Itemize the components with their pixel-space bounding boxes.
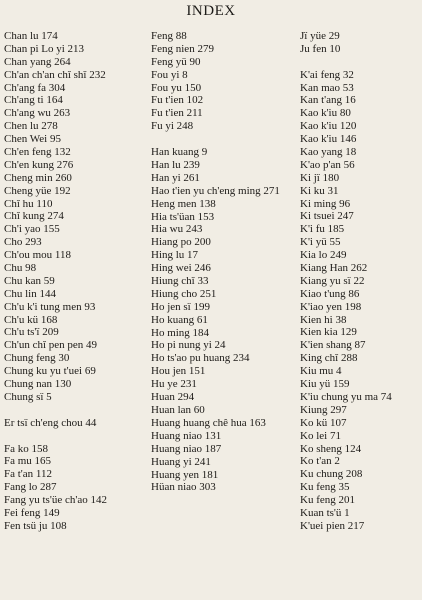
index-entry: Jï yüe 29: [300, 30, 340, 42]
index-entry: Chen lu 278: [4, 120, 58, 133]
index-entry: Ch'u ts'ï 209: [4, 326, 59, 339]
index-entry: Kan t'ang 16: [300, 94, 356, 107]
index-entry: Ch'en kung 276: [4, 158, 74, 171]
index-entry: Han lu 239: [151, 158, 200, 171]
index-entry: Ho ts'ao pu huang 234: [151, 352, 250, 365]
index-entry: Chu 98: [4, 262, 37, 275]
index-entry: Heng men 138: [151, 197, 216, 210]
index-entry: Feng nien 279: [151, 42, 214, 55]
index-entry: Huang niao 131: [151, 429, 222, 442]
index-entry: Fa ko 158: [4, 442, 48, 455]
index-entry: K'iu chung yu ma 74: [300, 390, 392, 403]
index-entry: Ku feng 35: [300, 481, 350, 494]
index-entry: Kien kia 129: [300, 326, 357, 339]
index-entry: Ki jï 180: [300, 171, 340, 184]
index-column-1: [4, 30, 144, 533]
index-entry: Hou jen 151: [151, 365, 206, 378]
index-entry: Chu kan 59: [4, 274, 55, 287]
index-entry: Hu ye 231: [151, 378, 197, 391]
index-entry: Ho ming 184: [151, 326, 210, 339]
index-entry: Ki ming 96: [300, 197, 351, 210]
index-entry: Ki tsuei 247: [300, 210, 354, 223]
index-entry: Fen tsü ju 108: [4, 519, 67, 532]
index-entry: Kan mao 53: [300, 81, 354, 94]
index-entry: Ch'ou mou 118: [4, 249, 71, 262]
index-entry: Ko lei 71: [300, 429, 341, 442]
index-entry: Fou yi 8: [151, 68, 188, 81]
index-entry: Kia lo 249: [300, 249, 347, 262]
index-entry: Huang huang chê hua 163: [151, 416, 266, 429]
index-entry: Feng yü 90: [151, 55, 201, 68]
index-entry: Kiu yü 159: [300, 378, 350, 391]
index-entry: Hiung chĭ 33: [151, 275, 209, 288]
index-entry: Chung sï 5: [4, 390, 52, 403]
index-entry: K'uei pien 217: [300, 519, 365, 532]
index-entry: Hing lu 17: [151, 249, 199, 262]
index-entry: Hia ts'üan 153: [151, 210, 215, 223]
section-gap: [4, 430, 144, 443]
index-entry: Ju fen 10: [300, 42, 341, 55]
index-entry: Ch'i yao 155: [4, 223, 60, 236]
index-entry: Hao t'ien yu ch'eng ming 271: [151, 184, 280, 197]
index-entry: Hiung cho 251: [151, 287, 217, 300]
index-entry: Kien hi 38: [300, 313, 347, 326]
index-entry: Kao k'iu 80: [300, 107, 351, 120]
index-entry: Hia wu 243: [151, 223, 203, 236]
index-entry: Ch'un chĭ pen pen 49: [4, 339, 98, 352]
index-entry: K'ao p'an 56: [300, 158, 355, 171]
index-entry: Fang yu ts'üe ch'ao 142: [4, 494, 107, 507]
index-entry: Huan 294: [151, 391, 195, 404]
index-entry: Ch'ang wu 263: [4, 107, 71, 120]
index-entry: Fei feng 149: [4, 506, 60, 519]
index-column-2: [151, 30, 299, 494]
index-entry: Kiao t'ung 86: [300, 287, 360, 300]
index-entry: Kiang Han 262: [300, 262, 368, 275]
index-entry: K'ien shang 87: [300, 339, 366, 352]
index-entry: Fou yu 150: [151, 81, 202, 94]
index-entry: Huang niao 187: [151, 442, 222, 455]
index-entry: Fang lo 287: [4, 481, 57, 494]
index-entry: Chen Wei 95: [4, 133, 61, 146]
index-entry: Chan lu 174: [4, 30, 58, 42]
index-entry: K'iao yen 198: [300, 300, 362, 313]
section-gap: [300, 56, 422, 69]
index-entry: Ch'u k'i tung men 93: [4, 300, 96, 313]
index-entry: Ch'ang fa 304: [4, 81, 66, 94]
index-entry: Chan pi Lo yi 213: [4, 42, 85, 55]
index-entry: Fu t'ien 102: [151, 94, 204, 107]
index-entry: Fa mu 165: [4, 455, 52, 468]
index-entry: Ko kü 107: [300, 416, 347, 429]
index-entry: Hing wei 246: [151, 262, 211, 275]
index-entry: K'i fu 185: [300, 223, 345, 236]
index-entry: Feng 88: [151, 30, 187, 42]
index-entry: Kiang yu sï 22: [300, 274, 365, 287]
index-entry: Kiu mu 4: [300, 365, 342, 378]
index-entry: Han kuang 9: [151, 146, 208, 159]
index-entry: Fu t'ien 211: [151, 107, 203, 120]
index-entry: Ch'u kü 168: [4, 313, 58, 326]
index-entry: Ch'ang ti 164: [4, 94, 63, 107]
section-gap: [151, 133, 299, 146]
index-entry: Ku feng 201: [300, 494, 355, 507]
index-entry: Ch'en feng 132: [4, 146, 71, 159]
index-entry: Cheng yüe 192: [4, 184, 71, 197]
index-entry: Huang yi 241: [151, 455, 211, 468]
index-entry: Hiang po 200: [151, 236, 211, 249]
index-entry: Chĭ kung 274: [4, 210, 64, 223]
index-entry: Chung ku yu t'uei 69: [4, 365, 96, 378]
index-entry: Kiung 297: [300, 403, 347, 416]
index-entry: Kao k'iu 146: [300, 133, 357, 146]
index-entry: Chu lin 144: [4, 287, 56, 300]
index-entry: Ko sheng 124: [300, 442, 362, 455]
index-entry: Kuan ts'ü 1: [300, 506, 350, 519]
index-entry: Chan yang 264: [4, 55, 71, 68]
index-entry: Fu yi 248: [151, 120, 194, 133]
index-entry: Hüan niao 303: [151, 481, 216, 494]
index-entry: Kao k'iu 120: [300, 120, 357, 133]
index-entry: Huang yen 181: [151, 468, 219, 481]
index-entry: Er tsï ch'eng chou 44: [4, 416, 97, 429]
index-entry: Ho kuang 61: [151, 313, 208, 326]
index-entry: Ko t'an 2: [300, 455, 340, 468]
index-entry: Han yi 261: [151, 171, 200, 184]
index-entry: Kao yang 18: [300, 146, 357, 159]
index-entry: Ki ku 31: [300, 184, 339, 197]
index-entry: Chung feng 30: [4, 352, 70, 365]
index-entry: Chung nan 130: [4, 378, 72, 391]
index-entry: King chĭ 288: [300, 352, 358, 365]
index-entry: Cho 293: [4, 236, 42, 249]
index-entry: Ch'an ch'an chĭ shĭ 232: [4, 68, 106, 81]
index-column-3: [300, 30, 422, 533]
page-title: INDEX: [186, 3, 236, 19]
index-entry: Fa t'an 112: [4, 468, 53, 481]
index-entry: Ho jen sï 199: [151, 300, 210, 313]
index-entry: K'ai feng 32: [300, 68, 354, 81]
section-gap: [4, 404, 144, 417]
index-entry: K'i yü 55: [300, 236, 341, 249]
index-entry: Chĭ hu 110: [4, 197, 53, 210]
index-entry: Cheng min 260: [4, 171, 72, 184]
index-entry: Ku chung 208: [300, 468, 363, 481]
index-entry: Ho pi nung yi 24: [151, 339, 226, 352]
index-entry: Huan lan 60: [151, 403, 205, 416]
